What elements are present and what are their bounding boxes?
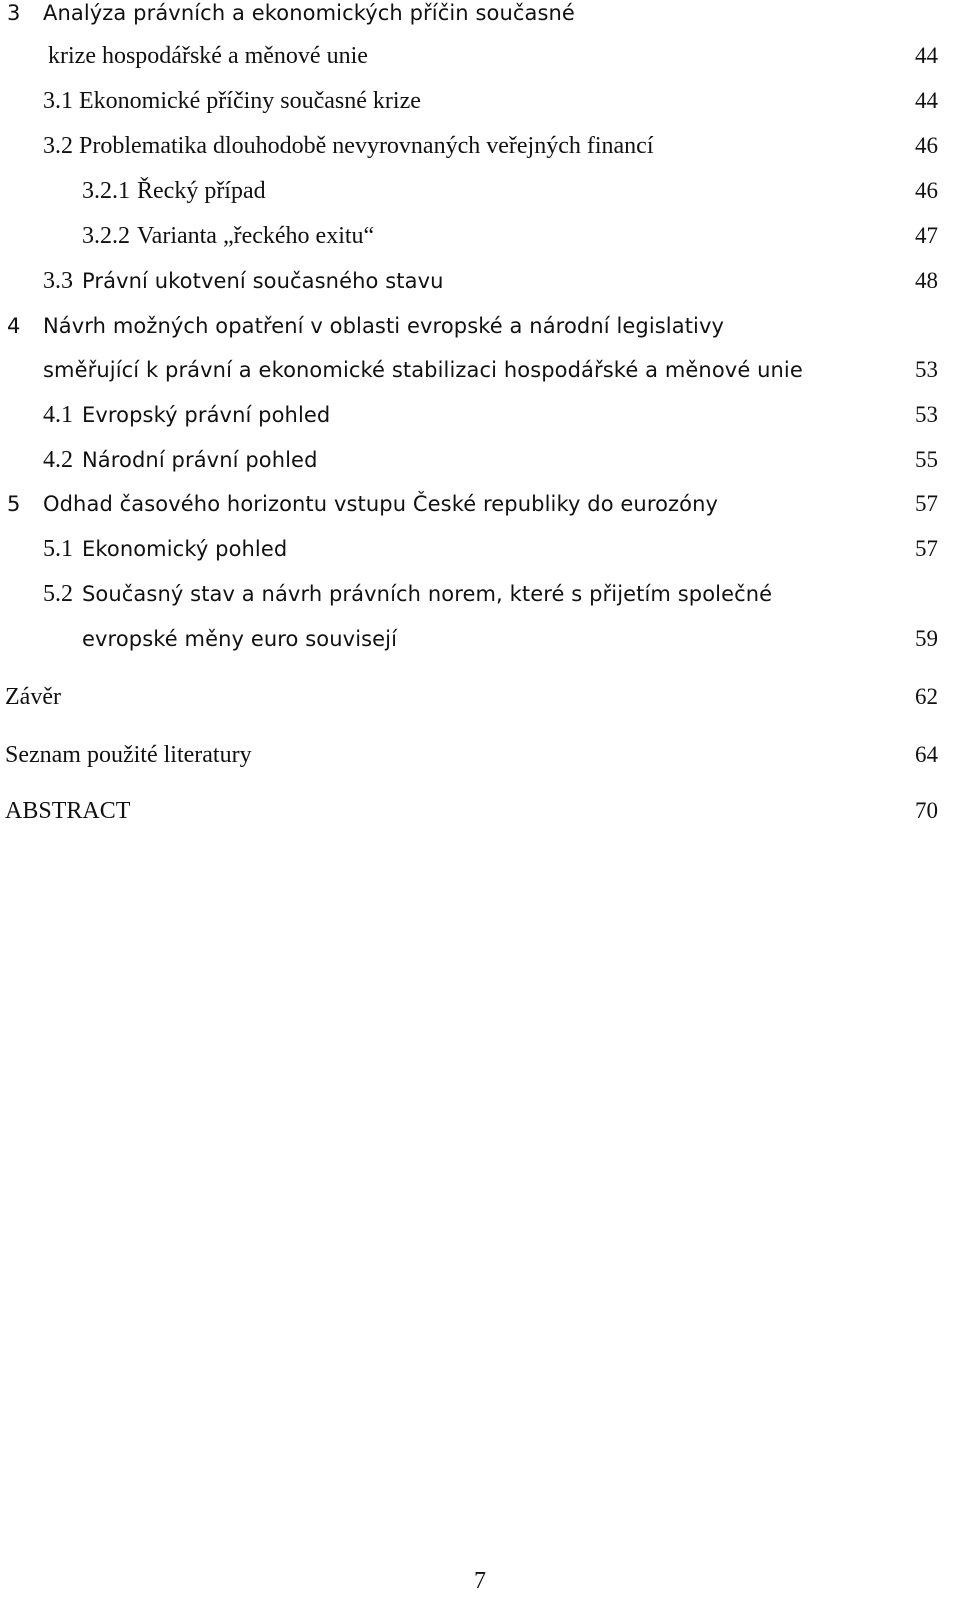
literatura-label: Seznam použité literatury [5,742,252,768]
section-5-2-number: 5.2 [43,581,73,607]
section-3-2-2-number: 3.2.2 [82,223,130,249]
chapter-3-page: 44 [915,43,938,68]
section-5-2-label-line1: Současný stav a návrh právních norem, které s přijetím společné [82,582,773,606]
section-3-2-1-page: 46 [915,178,938,203]
chapter-5-number: 5 [7,492,21,516]
section-3-2-1-label: Řecký případ [137,178,266,204]
section-4-1-page: 53 [915,402,938,427]
section-5-1-label: Ekonomický pohled [82,537,288,561]
section-4-1-label: Evropský právní pohled [82,403,331,427]
literatura-page: 64 [915,742,938,767]
section-3-2-page: 46 [915,133,938,158]
chapter-4-title-line1: Návrh možných opatření v oblasti evropské a národní legislativy [43,314,725,338]
section-3-3-number: 3.3 [43,268,73,294]
chapter-5-title: Odhad časového horizontu vstupu České republiky do eurozóny [43,492,719,516]
section-3-3-page: 48 [915,268,938,293]
section-3-2-1-number: 3.2.1 [82,178,130,204]
chapter-4-page: 53 [915,357,938,382]
section-4-2-page: 55 [915,447,938,472]
section-3-2-label: 3.2 Problematika dlouhodobě nevyrovnaných veřejných financí [43,133,654,159]
chapter-4-number: 4 [7,314,21,338]
section-4-2-label: Národní právní pohled [82,448,318,472]
section-4-1-number: 4.1 [43,402,73,428]
section-3-1-page: 44 [915,88,938,113]
section-3-1-label: 3.1 Ekonomické příčiny současné krize [43,88,421,114]
section-3-2-2-label: Varianta „řeckého exitu“ [137,223,375,249]
section-5-2-page: 59 [915,626,938,651]
zaver-label: Závěr [5,684,61,710]
section-3-2-2-page: 47 [915,223,938,248]
section-5-2-label-line2: evropské měny euro souvisejí [82,627,398,651]
chapter-3-number: 3 [7,1,21,25]
section-5-1-page: 57 [915,536,938,561]
chapter-5-page: 57 [915,491,938,516]
section-4-2-number: 4.2 [43,447,73,473]
section-3-3-label: Právní ukotvení současného stavu [82,269,444,293]
abstract-page: 70 [915,798,938,823]
chapter-3-title-line1: Analýza právních a ekonomických příčin současné [43,1,575,25]
zaver-page: 62 [915,684,938,709]
chapter-4-title-line2: směřující k právní a ekonomické stabilizaci hospodářské a měnové unie [43,358,803,382]
section-5-1-number: 5.1 [43,536,73,562]
chapter-3-title-line2: krize hospodářské a měnové unie [48,43,368,69]
page-number: 7 [474,1568,486,1594]
abstract-label: ABSTRACT [5,798,131,824]
